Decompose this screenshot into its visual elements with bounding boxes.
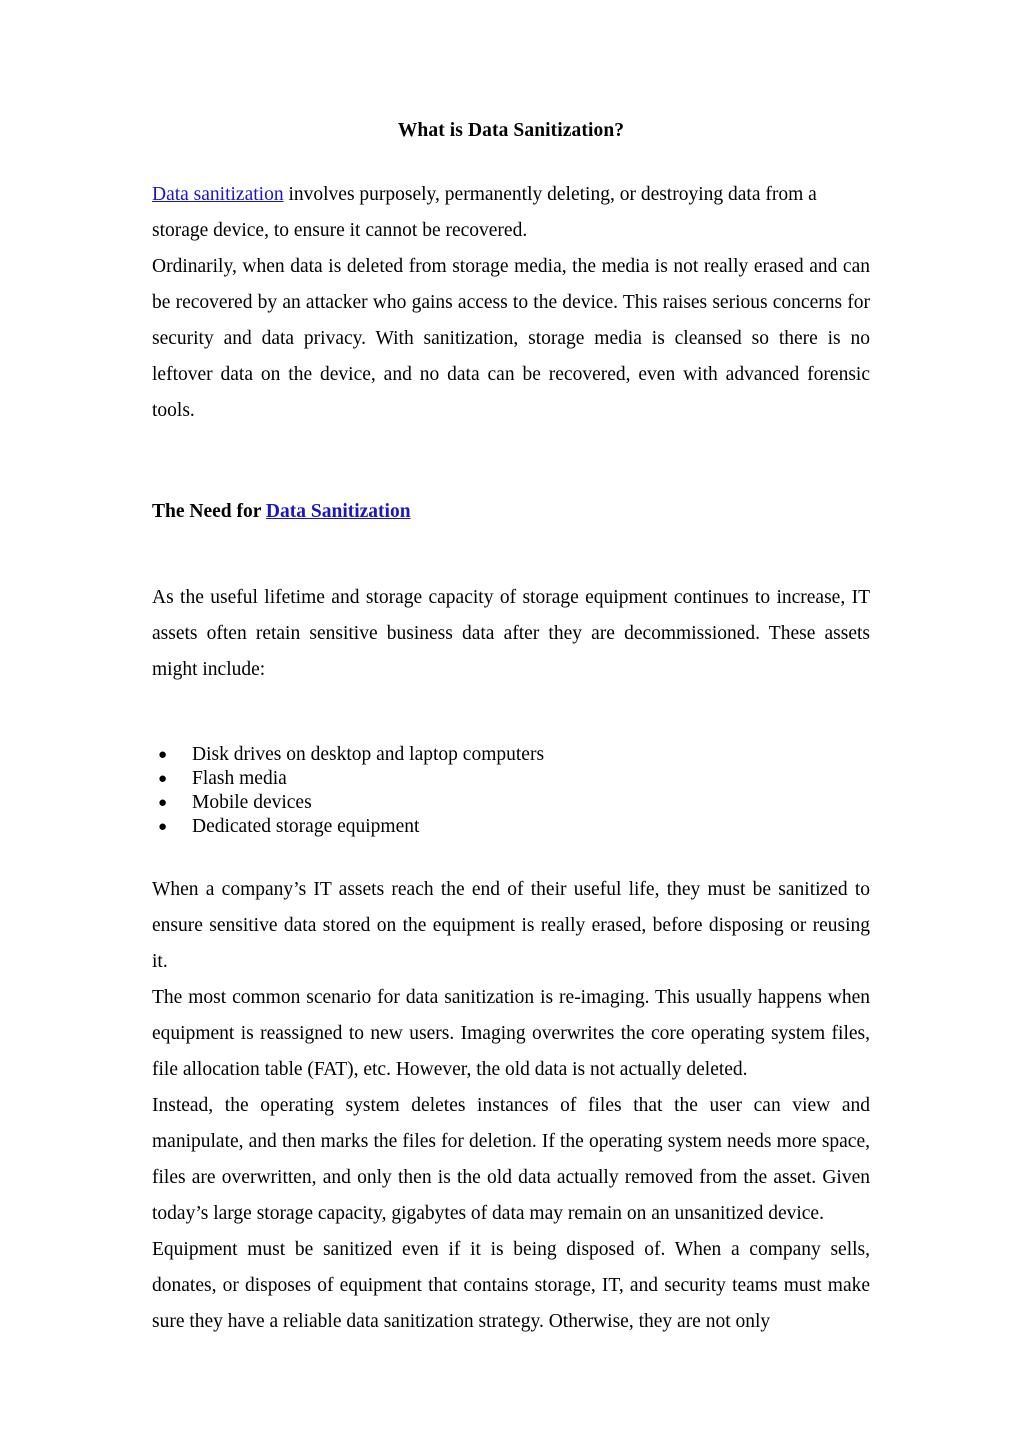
list-item: [152, 767, 870, 791]
spacer: [152, 144, 870, 177]
bullet-icon: ●: [158, 771, 168, 787]
when-company-paragraph: When a company’s IT assets reach the end of their useful life, they must be sanitized to ensure sensitive data stored on the equipment is really erased, before disposing or reusing it.: [152, 879, 870, 972]
intro-paragraph-text: involves purposely, permanently deleting, or destroying data from a storage device, to ensure it cannot be recovered.: [152, 184, 817, 241]
intro-paragraph: [152, 177, 870, 249]
spacer: [152, 525, 870, 580]
document-content: [152, 118, 870, 1340]
spacer: [152, 429, 870, 499]
list-item: [152, 791, 870, 815]
need-section-heading-text: The Need for: [152, 501, 266, 522]
equipment-disposal-paragraph: Equipment must be sanitized even if it is being disposed of. When a company sells, donates, or disposes of equipment that contains storage, IT, and security teams must make sure they have a reliable data sanitization strategy. Otherwise, they are not only: [152, 1239, 870, 1332]
bullet-icon: ●: [158, 795, 168, 811]
list-item-label: Dedicated storage equipment: [192, 816, 420, 837]
list-item: [152, 743, 870, 767]
useful-lifetime-paragraph: As the useful lifetime and storage capacity of storage equipment continues to increase, IT assets often retain sensitive business data after they are decommissioned. These assets might include:: [152, 587, 870, 680]
list-item-label: Disk drives on desktop and laptop computers: [192, 744, 545, 765]
list-item: [152, 815, 870, 839]
assets-bullet-list: [152, 743, 870, 839]
spacer: [152, 839, 870, 872]
data-sanitization-link[interactable]: Data sanitization: [152, 184, 284, 205]
data-sanitization-heading-link[interactable]: Data Sanitization: [265, 501, 411, 522]
ordinarily-paragraph: Ordinarily, when data is deleted from storage media, the media is not really erased and can be recovered by an attacker who gains access to the device. This raises serious concerns for security and data privacy. With sanitization, storage media is cleansed so there is no leftover data on the device, and no data can be recovered, even with advanced forensic tools.: [152, 256, 870, 421]
bullet-icon: ●: [158, 819, 168, 835]
list-item-label: Mobile devices: [192, 792, 312, 813]
reimaging-paragraph: The most common scenario for data sanitization is re-imaging. This usually happens when equipment is reassigned to new users. Imaging overwrites the core operating system files, file allocation table (FAT), etc. However, the old data is not actually deleted.: [152, 987, 870, 1080]
spacer: [152, 688, 870, 743]
list-item-label: Flash media: [192, 768, 287, 789]
bullet-icon: ●: [158, 747, 168, 763]
need-section-heading: [152, 499, 870, 525]
instead-paragraph: Instead, the operating system deletes instances of files that the user can view and manipulate, and then marks the files for deletion. If the operating system needs more space, files are overwritten, and only then is the old data actually removed from the asset. Given today’s large storage capacity, gigabytes of data may remain on an unsanitized device.: [152, 1095, 870, 1224]
page-title: What is Data Sanitization?: [397, 120, 625, 141]
